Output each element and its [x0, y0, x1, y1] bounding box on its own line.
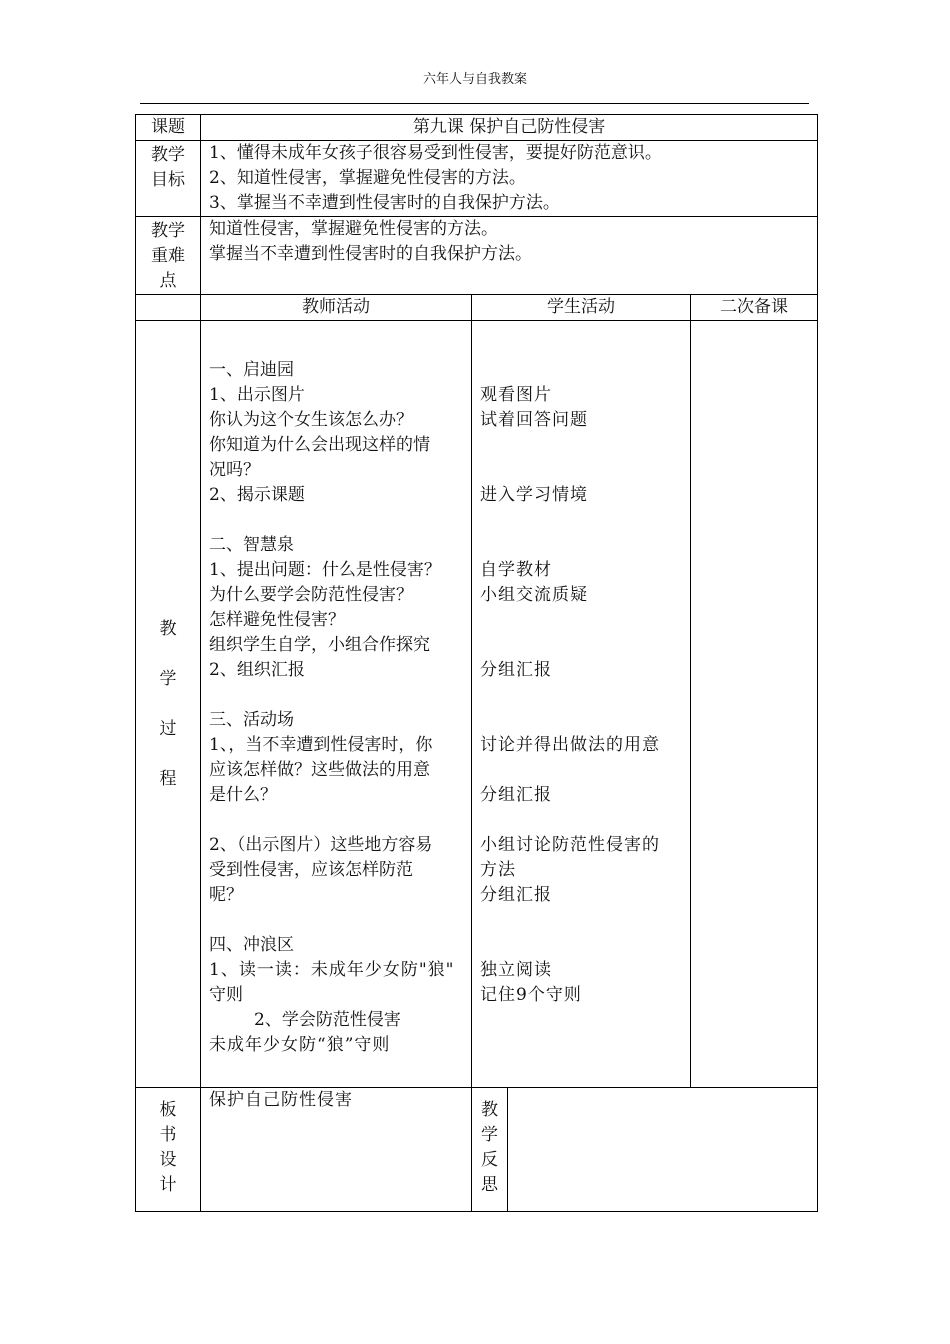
key-points-label: 教学 重难 点 — [136, 217, 201, 295]
goals-label: 教学 目标 — [136, 141, 201, 217]
subject-value: 第九课 保护自己防性侵害 — [201, 115, 818, 141]
goal-item: 3、掌握当不幸遭到性侵害时的自我保护方法。 — [209, 193, 560, 213]
section-title: 一、启迪园 — [209, 360, 294, 380]
page-header: 六年人与自我教案 — [422, 72, 527, 87]
teacher-activity-content: 一、启迪园 1、出示图片 你认为这个女生该怎么办？ 你知道为什么会出现这样的情 况吗？ 2、揭示课题 二、智慧泉 1、提出问题：什么是性侵害？ 为什么要学会防范性侵害？ 怎样避免性侵害？ 组织学生自学，小组合作探究 2、组织汇报 三、活动场 1、，当不幸遭到性侵害时，你 应该怎样做？这些做法的用意 是什么？ 2、（出示图片）这些地方容易 受到性侵害，应该怎样防范 呢？ 四、冲浪区 1、读一读：未成年少女防"狼" 守则 2、学会防范性侵害 未成年少女防“狼”守则 — [201, 321, 472, 1088]
board-design-content: 保护自己防性侵害 — [201, 1088, 472, 1212]
key-points-content — [201, 217, 818, 295]
goal-item: 1、懂得未成年女孩子很容易受到性侵害，要提好防范意识。 — [209, 143, 662, 163]
board-row — [136, 1088, 818, 1212]
header-rule — [140, 103, 809, 104]
second-prep-header: 二次备课 — [691, 295, 818, 321]
second-prep-content — [691, 321, 818, 1088]
section-title: 四、冲浪区 — [209, 935, 294, 955]
activity-header-row — [136, 295, 818, 321]
board-label: 板 书 设 计 — [136, 1088, 201, 1212]
teacher-activity-header: 教师活动 — [201, 295, 472, 321]
reflection-label: 教 学 反 思 — [472, 1088, 508, 1212]
goals-row — [136, 141, 818, 217]
header-blank-cell — [136, 295, 201, 321]
student-activity-content: 观看图片 试着回答问题 进入学习情境 自学教材 小组交流质疑 分组汇报 讨论并得出做法的用意 分组汇报 小组讨论防范性侵害的 方法 分组汇报 独立阅读 记住9个守则 — [472, 321, 691, 1088]
key-points-row — [136, 217, 818, 295]
reflection-content — [508, 1088, 818, 1212]
student-activity-header: 学生活动 — [472, 295, 691, 321]
section-title: 二、智慧泉 — [209, 535, 294, 555]
subject-row — [136, 115, 818, 141]
section-title: 三、活动场 — [209, 710, 294, 730]
subject-label: 课题 — [136, 115, 201, 141]
lesson-plan-table — [135, 114, 818, 1212]
goals-content — [201, 141, 818, 217]
key-point-item: 掌握当不幸遭到性侵害时的自我保护方法。 — [209, 244, 532, 264]
process-label: 教 学 过 程 — [136, 321, 201, 1088]
goal-item: 2、知道性侵害，掌握避免性侵害的方法。 — [209, 168, 526, 188]
key-point-item: 知道性侵害，掌握避免性侵害的方法。 — [209, 219, 498, 239]
process-row — [136, 321, 818, 1088]
